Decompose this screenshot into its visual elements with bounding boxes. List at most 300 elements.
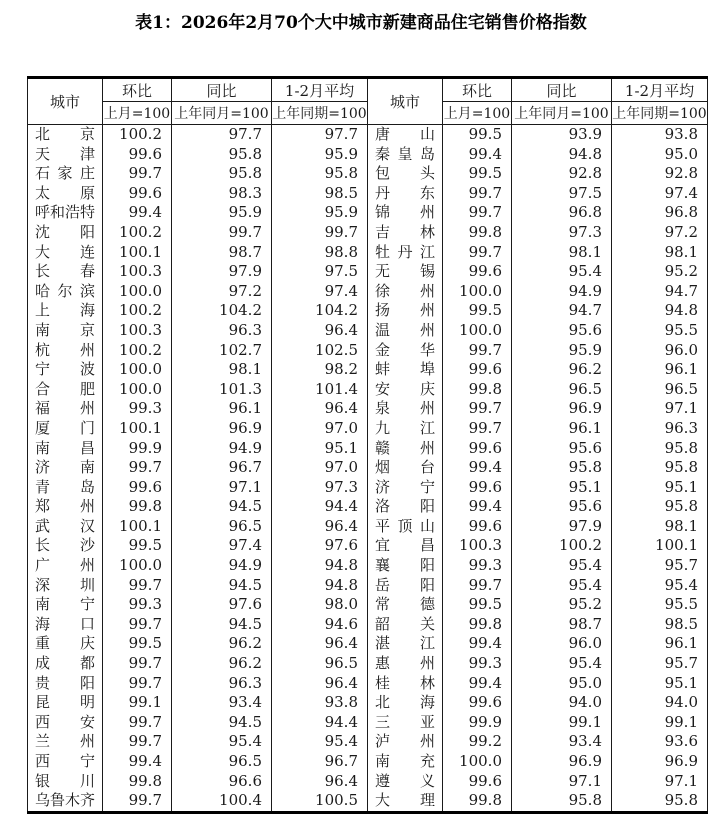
index-value: 96.5 — [272, 654, 368, 674]
index-value: 93.8 — [272, 693, 368, 713]
index-value: 97.0 — [272, 458, 368, 478]
index-value: 98.3 — [172, 184, 272, 204]
index-value: 99.7 — [443, 341, 512, 361]
index-value: 97.7 — [172, 125, 272, 145]
index-value: 95.8 — [612, 791, 708, 812]
page — [0, 12, 722, 828]
index-value: 96.5 — [612, 380, 708, 400]
city-name: 湛江 — [368, 634, 443, 654]
index-value: 99.7 — [103, 164, 172, 184]
subheader-mom-left: 上月=100 — [103, 102, 172, 125]
header-row-main — [28, 78, 708, 102]
index-value: 95.2 — [612, 262, 708, 282]
index-value: 94.7 — [512, 301, 612, 321]
index-value: 99.7 — [443, 576, 512, 596]
city-name: 南宁 — [28, 595, 103, 615]
index-value: 95.5 — [612, 595, 708, 615]
index-value: 95.9 — [172, 203, 272, 223]
index-value: 99.1 — [103, 693, 172, 713]
index-value: 95.1 — [612, 674, 708, 694]
table-row — [28, 184, 708, 204]
index-value: 94.4 — [272, 497, 368, 517]
index-value: 94.9 — [172, 556, 272, 576]
index-value: 100.4 — [172, 791, 272, 812]
index-value: 96.8 — [512, 203, 612, 223]
index-value: 99.4 — [103, 752, 172, 772]
price-index-table — [27, 76, 708, 814]
subheader-mom-right: 上月=100 — [443, 102, 512, 125]
index-value: 96.1 — [512, 419, 612, 439]
city-name: 西安 — [28, 713, 103, 733]
city-name: 常德 — [368, 595, 443, 615]
index-value: 100.0 — [443, 321, 512, 341]
table-row — [28, 615, 708, 635]
index-value: 99.7 — [103, 576, 172, 596]
index-value: 99.5 — [103, 536, 172, 556]
city-name: 哈尔滨 — [28, 282, 103, 302]
index-value: 93.4 — [172, 693, 272, 713]
city-name: 锦州 — [368, 203, 443, 223]
index-value: 97.5 — [512, 184, 612, 204]
index-value: 96.8 — [612, 203, 708, 223]
index-value: 95.6 — [512, 439, 612, 459]
index-value: 96.9 — [172, 419, 272, 439]
table-row — [28, 223, 708, 243]
city-name: 温州 — [368, 321, 443, 341]
index-value: 96.9 — [512, 752, 612, 772]
index-value: 99.5 — [103, 634, 172, 654]
city-name: 唐山 — [368, 125, 443, 145]
city-name: 广州 — [28, 556, 103, 576]
index-value: 96.2 — [172, 654, 272, 674]
index-value: 100.2 — [103, 341, 172, 361]
index-value: 99.4 — [103, 203, 172, 223]
index-value: 95.8 — [512, 458, 612, 478]
table-row — [28, 164, 708, 184]
table-row — [28, 556, 708, 576]
index-value: 104.2 — [172, 301, 272, 321]
index-value: 100.0 — [103, 282, 172, 302]
index-value: 100.5 — [272, 791, 368, 812]
index-value: 99.6 — [103, 145, 172, 165]
table-row — [28, 243, 708, 263]
index-value: 102.5 — [272, 341, 368, 361]
index-value: 100.0 — [103, 556, 172, 576]
index-value: 96.1 — [612, 634, 708, 654]
index-value: 99.4 — [443, 458, 512, 478]
table-row — [28, 595, 708, 615]
city-name: 泸州 — [368, 732, 443, 752]
index-value: 97.1 — [512, 772, 612, 792]
table-row — [28, 791, 708, 812]
index-value: 96.1 — [172, 399, 272, 419]
index-value: 98.1 — [612, 243, 708, 263]
index-value: 100.0 — [103, 360, 172, 380]
index-value: 94.4 — [272, 713, 368, 733]
index-value: 95.8 — [512, 791, 612, 812]
index-value: 95.4 — [512, 556, 612, 576]
table-row — [28, 399, 708, 419]
city-name: 贵阳 — [28, 674, 103, 694]
city-name: 烟台 — [368, 458, 443, 478]
table-row — [28, 301, 708, 321]
table-row — [28, 145, 708, 165]
index-value: 95.4 — [512, 654, 612, 674]
index-value: 96.3 — [172, 674, 272, 694]
index-value: 99.9 — [103, 439, 172, 459]
index-value: 94.8 — [272, 576, 368, 596]
index-value: 95.7 — [612, 654, 708, 674]
header-yoy-right: 同比 — [512, 78, 612, 102]
city-name: 深圳 — [28, 576, 103, 596]
table-row — [28, 458, 708, 478]
index-value: 99.3 — [103, 399, 172, 419]
index-value: 99.8 — [443, 615, 512, 635]
index-value: 99.6 — [443, 693, 512, 713]
header-city-left: 城市 — [28, 78, 103, 125]
index-value: 95.8 — [612, 458, 708, 478]
city-name: 呼和浩特 — [28, 203, 103, 223]
index-value: 99.3 — [103, 595, 172, 615]
index-value: 100.2 — [512, 536, 612, 556]
index-value: 95.0 — [512, 674, 612, 694]
city-name: 岳阳 — [368, 576, 443, 596]
index-value: 94.5 — [172, 713, 272, 733]
index-value: 95.8 — [272, 164, 368, 184]
table-header — [28, 78, 708, 125]
city-name: 洛阳 — [368, 497, 443, 517]
index-value: 94.8 — [612, 301, 708, 321]
table-row — [28, 517, 708, 537]
city-name: 成都 — [28, 654, 103, 674]
city-name: 青岛 — [28, 478, 103, 498]
index-value: 100.2 — [103, 223, 172, 243]
index-value: 96.6 — [172, 772, 272, 792]
header-avg-right: 1-2月平均 — [612, 78, 708, 102]
index-value: 93.9 — [512, 125, 612, 145]
index-value: 100.3 — [103, 321, 172, 341]
city-name: 三亚 — [368, 713, 443, 733]
index-value: 96.5 — [172, 752, 272, 772]
city-name: 南京 — [28, 321, 103, 341]
table-body — [28, 125, 708, 813]
index-value: 99.7 — [443, 203, 512, 223]
index-value: 94.5 — [172, 615, 272, 635]
index-value: 95.1 — [612, 478, 708, 498]
city-name: 牡丹江 — [368, 243, 443, 263]
index-value: 94.7 — [612, 282, 708, 302]
header-city-right: 城市 — [368, 78, 443, 125]
index-value: 99.6 — [443, 262, 512, 282]
index-value: 99.1 — [512, 713, 612, 733]
index-value: 99.7 — [103, 674, 172, 694]
index-value: 102.7 — [172, 341, 272, 361]
index-value: 99.7 — [103, 732, 172, 752]
city-name: 大连 — [28, 243, 103, 263]
index-value: 97.1 — [612, 772, 708, 792]
index-value: 100.0 — [443, 752, 512, 772]
city-name: 乌鲁木齐 — [28, 791, 103, 812]
index-value: 96.2 — [172, 634, 272, 654]
city-name: 兰州 — [28, 732, 103, 752]
index-value: 99.4 — [443, 634, 512, 654]
city-name: 吉林 — [368, 223, 443, 243]
header-mom-left: 环比 — [103, 78, 172, 102]
header-mom-right: 环比 — [443, 78, 512, 102]
index-value: 98.7 — [512, 615, 612, 635]
index-value: 95.7 — [612, 556, 708, 576]
city-name: 太原 — [28, 184, 103, 204]
index-value: 94.9 — [172, 439, 272, 459]
table-row — [28, 203, 708, 223]
city-name: 秦皇岛 — [368, 145, 443, 165]
index-value: 96.4 — [272, 517, 368, 537]
city-name: 蚌埠 — [368, 360, 443, 380]
index-value: 99.7 — [103, 458, 172, 478]
index-value: 100.1 — [103, 517, 172, 537]
index-value: 99.6 — [443, 517, 512, 537]
index-value: 97.0 — [272, 419, 368, 439]
table-row — [28, 654, 708, 674]
index-value: 94.8 — [512, 145, 612, 165]
index-value: 99.3 — [443, 654, 512, 674]
city-name: 九江 — [368, 419, 443, 439]
city-name: 福州 — [28, 399, 103, 419]
index-value: 99.3 — [443, 556, 512, 576]
table-row — [28, 439, 708, 459]
index-value: 95.9 — [512, 341, 612, 361]
index-value: 97.4 — [172, 536, 272, 556]
index-value: 100.3 — [443, 536, 512, 556]
index-value: 96.5 — [172, 517, 272, 537]
city-name: 宜昌 — [368, 536, 443, 556]
index-value: 95.8 — [612, 439, 708, 459]
city-name: 昆明 — [28, 693, 103, 713]
subheader-yoy-left: 上年同月=100 — [172, 102, 272, 125]
index-value: 99.5 — [443, 164, 512, 184]
table-row — [28, 321, 708, 341]
table-row — [28, 674, 708, 694]
index-value: 97.2 — [172, 282, 272, 302]
city-name: 韶关 — [368, 615, 443, 635]
city-name: 大理 — [368, 791, 443, 812]
city-name: 济宁 — [368, 478, 443, 498]
subheader-avg-right: 上年同期=100 — [612, 102, 708, 125]
index-value: 97.1 — [172, 478, 272, 498]
city-name: 长沙 — [28, 536, 103, 556]
index-value: 96.7 — [172, 458, 272, 478]
index-value: 99.7 — [443, 243, 512, 263]
subheader-avg-left: 上年同期=100 — [272, 102, 368, 125]
city-name: 桂林 — [368, 674, 443, 694]
city-name: 徐州 — [368, 282, 443, 302]
city-name: 襄阳 — [368, 556, 443, 576]
index-value: 100.1 — [103, 419, 172, 439]
index-value: 101.3 — [172, 380, 272, 400]
index-value: 97.6 — [172, 595, 272, 615]
city-name: 平顶山 — [368, 517, 443, 537]
index-value: 97.3 — [272, 478, 368, 498]
index-value: 100.2 — [103, 301, 172, 321]
table-row — [28, 634, 708, 654]
city-name: 海口 — [28, 615, 103, 635]
index-value: 94.9 — [512, 282, 612, 302]
index-value: 98.1 — [512, 243, 612, 263]
index-value: 95.6 — [512, 321, 612, 341]
index-value: 99.8 — [443, 791, 512, 812]
index-value: 97.4 — [612, 184, 708, 204]
index-value: 98.5 — [272, 184, 368, 204]
index-value: 93.4 — [512, 732, 612, 752]
index-value: 99.4 — [443, 674, 512, 694]
table-row — [28, 732, 708, 752]
index-value: 98.1 — [612, 517, 708, 537]
header-yoy-left: 同比 — [172, 78, 272, 102]
index-value: 99.9 — [443, 713, 512, 733]
city-name: 合肥 — [28, 380, 103, 400]
index-value: 100.0 — [443, 282, 512, 302]
index-value: 98.0 — [272, 595, 368, 615]
city-name: 包头 — [368, 164, 443, 184]
city-name: 安庆 — [368, 380, 443, 400]
index-value: 94.0 — [612, 693, 708, 713]
index-value: 95.5 — [612, 321, 708, 341]
index-value: 96.4 — [272, 634, 368, 654]
index-value: 96.4 — [272, 772, 368, 792]
index-value: 95.4 — [272, 732, 368, 752]
index-value: 95.9 — [272, 203, 368, 223]
index-value: 99.6 — [103, 478, 172, 498]
table-row — [28, 282, 708, 302]
index-value: 99.8 — [103, 772, 172, 792]
city-name: 泉州 — [368, 399, 443, 419]
table-row — [28, 478, 708, 498]
table-row — [28, 497, 708, 517]
city-name: 沈阳 — [28, 223, 103, 243]
index-value: 95.4 — [512, 576, 612, 596]
index-value: 97.7 — [272, 125, 368, 145]
city-name: 西宁 — [28, 752, 103, 772]
index-value: 98.2 — [272, 360, 368, 380]
index-value: 99.8 — [443, 380, 512, 400]
index-value: 99.7 — [103, 654, 172, 674]
index-value: 99.7 — [103, 615, 172, 635]
city-name: 石家庄 — [28, 164, 103, 184]
index-value: 96.0 — [512, 634, 612, 654]
index-value: 98.8 — [272, 243, 368, 263]
index-value: 95.4 — [512, 262, 612, 282]
city-name: 惠州 — [368, 654, 443, 674]
index-value: 99.8 — [103, 497, 172, 517]
city-name: 赣州 — [368, 439, 443, 459]
index-value: 95.8 — [172, 145, 272, 165]
index-value: 99.4 — [443, 497, 512, 517]
index-value: 100.0 — [103, 380, 172, 400]
index-value: 99.5 — [443, 301, 512, 321]
index-value: 96.2 — [512, 360, 612, 380]
table-row — [28, 693, 708, 713]
city-name: 重庆 — [28, 634, 103, 654]
index-value: 95.1 — [512, 478, 612, 498]
table-row — [28, 752, 708, 772]
index-value: 99.7 — [272, 223, 368, 243]
city-name: 宁波 — [28, 360, 103, 380]
city-name: 银川 — [28, 772, 103, 792]
index-value: 100.1 — [612, 536, 708, 556]
index-value: 104.2 — [272, 301, 368, 321]
index-value: 96.3 — [612, 419, 708, 439]
index-value: 95.6 — [512, 497, 612, 517]
index-value: 96.9 — [612, 752, 708, 772]
index-value: 95.2 — [512, 595, 612, 615]
index-value: 96.4 — [272, 321, 368, 341]
index-value: 96.7 — [272, 752, 368, 772]
index-value: 96.5 — [512, 380, 612, 400]
table-row — [28, 576, 708, 596]
index-value: 97.1 — [612, 399, 708, 419]
index-value: 99.6 — [443, 478, 512, 498]
index-value: 99.4 — [443, 145, 512, 165]
index-value: 93.8 — [612, 125, 708, 145]
index-value: 99.6 — [443, 772, 512, 792]
city-name: 遵义 — [368, 772, 443, 792]
index-value: 97.5 — [272, 262, 368, 282]
index-value: 100.3 — [103, 262, 172, 282]
index-value: 95.1 — [272, 439, 368, 459]
city-name: 济南 — [28, 458, 103, 478]
city-name: 武汉 — [28, 517, 103, 537]
index-value: 98.1 — [172, 360, 272, 380]
index-value: 99.5 — [443, 125, 512, 145]
index-value: 99.6 — [443, 439, 512, 459]
index-value: 99.7 — [443, 399, 512, 419]
table-row — [28, 360, 708, 380]
city-name: 南昌 — [28, 439, 103, 459]
index-value: 97.6 — [272, 536, 368, 556]
city-name: 南充 — [368, 752, 443, 772]
index-value: 97.3 — [512, 223, 612, 243]
index-value: 95.4 — [612, 576, 708, 596]
index-value: 98.7 — [172, 243, 272, 263]
index-value: 99.6 — [103, 184, 172, 204]
index-value: 96.4 — [272, 674, 368, 694]
index-value: 94.5 — [172, 576, 272, 596]
table-row — [28, 341, 708, 361]
city-name: 北海 — [368, 693, 443, 713]
index-value: 94.6 — [272, 615, 368, 635]
table-row — [28, 262, 708, 282]
index-value: 101.4 — [272, 380, 368, 400]
index-value: 93.6 — [612, 732, 708, 752]
table-row — [28, 713, 708, 733]
city-name: 杭州 — [28, 341, 103, 361]
index-value: 96.0 — [612, 341, 708, 361]
index-value: 99.6 — [443, 360, 512, 380]
table-row — [28, 125, 708, 145]
index-value: 100.2 — [103, 125, 172, 145]
index-value: 98.5 — [612, 615, 708, 635]
city-name: 天津 — [28, 145, 103, 165]
index-value: 99.8 — [443, 223, 512, 243]
table-row — [28, 419, 708, 439]
index-value: 99.2 — [443, 732, 512, 752]
city-name: 丹东 — [368, 184, 443, 204]
index-value: 94.5 — [172, 497, 272, 517]
index-value: 95.0 — [612, 145, 708, 165]
city-name: 扬州 — [368, 301, 443, 321]
city-name: 厦门 — [28, 419, 103, 439]
index-value: 99.1 — [612, 713, 708, 733]
